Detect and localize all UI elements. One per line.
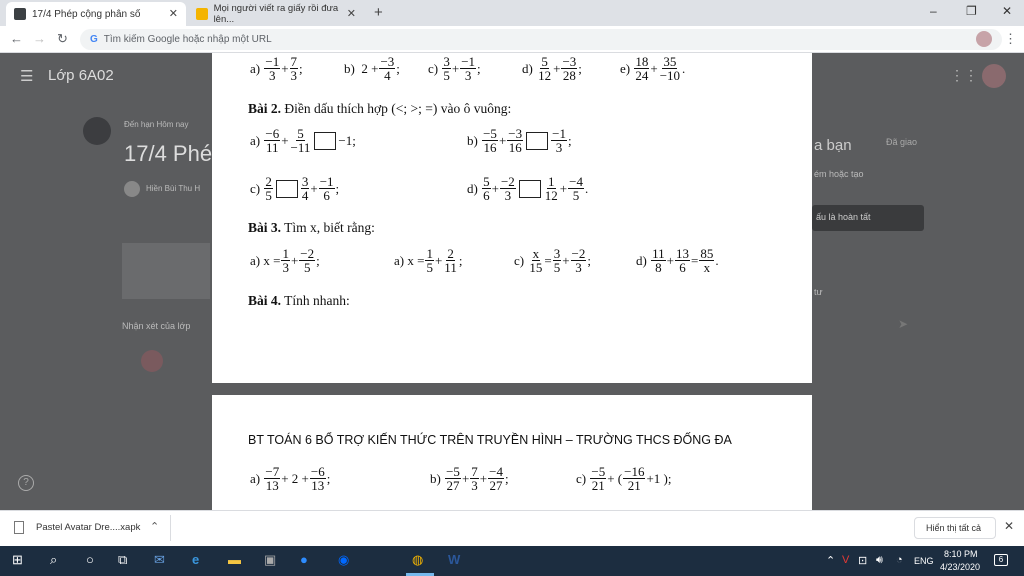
divider	[170, 515, 171, 541]
denominator: 6	[679, 260, 686, 275]
assigned-status: Đã giao	[886, 137, 918, 147]
operator: +	[650, 60, 658, 76]
numerator: 85	[700, 246, 714, 261]
operator: =	[690, 252, 699, 268]
denominator: 5	[303, 260, 311, 275]
numerator: 7	[471, 464, 478, 479]
item-label: d)	[467, 180, 478, 196]
exercise-2d	[467, 175, 588, 202]
fraction	[651, 247, 666, 274]
terminator: ;	[667, 470, 672, 486]
classroom-favicon-icon	[14, 8, 26, 20]
fraction	[482, 175, 491, 202]
comparison-box[interactable]	[526, 132, 548, 150]
file-explorer-icon[interactable]: ▬	[228, 552, 241, 567]
fraction	[528, 247, 543, 274]
fraction	[590, 465, 606, 492]
tray-chevron-icon[interactable]: ⌃	[826, 555, 836, 567]
denominator: 6	[323, 188, 330, 203]
exercise-2c	[250, 175, 339, 202]
fraction	[299, 247, 315, 274]
numerator: −2	[571, 246, 586, 261]
comparison-box[interactable]	[276, 180, 298, 198]
numerator: −1	[552, 126, 566, 141]
denominator: 3	[282, 260, 289, 275]
close-window-button[interactable]: ✕	[1002, 4, 1013, 18]
denominator: 27	[489, 478, 503, 493]
fraction	[551, 127, 567, 154]
assignment-icon	[83, 117, 111, 145]
author-name: Hiền Bùi Thu H	[146, 184, 201, 193]
fraction	[507, 127, 523, 154]
numerator: −6	[265, 126, 280, 141]
terminator: ;	[352, 132, 356, 148]
page-header: BT TOÁN 6 BỔ TRỢ KIẾN THỨC TRÊN TRUYỀN HÌNH – TRƯỜNG THCS ĐỐNG ĐA	[248, 433, 732, 447]
operator: +	[310, 180, 318, 196]
item-label: b)	[344, 60, 355, 76]
google-g-icon: G	[90, 34, 98, 45]
exercise-2a	[250, 127, 356, 154]
close-tab-icon[interactable]: ✕	[346, 8, 356, 20]
denominator: 27	[446, 478, 460, 493]
chrome-icon[interactable]: ◍	[412, 552, 424, 567]
windows-start-icon[interactable]: ⊞	[12, 552, 23, 567]
assignment-title: 17/4 Phé	[124, 141, 213, 166]
notification-center-icon[interactable]: 6	[994, 554, 1008, 566]
mark-as-done-label: ấu là hoàn tất	[816, 212, 871, 222]
search-icon[interactable]: ⌕	[50, 552, 58, 567]
terminator: ;	[299, 60, 303, 76]
document-page-2	[212, 395, 812, 510]
antivirus-icon[interactable]: V	[842, 554, 850, 566]
numerator: 3	[301, 174, 309, 189]
numerator: −2	[300, 246, 315, 261]
terminator: ;	[326, 470, 331, 486]
network-icon[interactable]: ⊡	[858, 555, 868, 567]
tab-inactive[interactable]	[188, 2, 364, 26]
hamburger-menu-icon[interactable]: ☰	[20, 68, 34, 85]
zoom-icon[interactable]: ●	[300, 552, 308, 567]
operator: +	[498, 132, 507, 148]
fraction	[379, 55, 395, 82]
denominator: 8	[655, 260, 662, 275]
operand: −1	[338, 132, 353, 148]
denominator: −11	[290, 140, 311, 155]
operator: +	[281, 132, 289, 148]
attachment-thumbnail[interactable]	[122, 243, 210, 299]
operand: x =	[407, 252, 425, 268]
item-label: c)	[250, 180, 261, 196]
fraction	[659, 55, 681, 82]
operator: +	[434, 252, 443, 268]
toolbar	[0, 26, 1024, 53]
operator: + (	[607, 470, 623, 486]
omnibox-placeholder: Tìm kiếm Google hoặc nhập một URL	[103, 34, 272, 45]
operator: +	[281, 60, 289, 76]
item-label: a)	[250, 252, 261, 268]
zalo-icon[interactable]: ◉	[338, 552, 350, 567]
your-work-label: a bạn	[814, 137, 852, 154]
file-icon	[14, 521, 24, 534]
numerator: −16	[624, 464, 645, 479]
numerator: −5	[483, 126, 497, 141]
fraction	[470, 465, 479, 492]
exercise-number: Bài 3.	[248, 220, 282, 235]
profile-avatar[interactable]	[976, 31, 992, 47]
document-page-1	[212, 53, 812, 383]
numerator: −1	[461, 54, 476, 69]
denominator: 24	[635, 68, 649, 83]
numerator: −1	[265, 54, 280, 69]
denominator: 3	[269, 68, 276, 83]
numerator: 5	[297, 126, 304, 141]
denominator: 5	[426, 260, 433, 275]
numerator: −3	[508, 126, 523, 141]
minimize-button[interactable]: –	[930, 4, 937, 18]
operand: +1 )	[646, 470, 668, 486]
denominator: −10	[659, 68, 681, 83]
item-label: d)	[522, 60, 533, 76]
fraction	[264, 465, 280, 492]
class-comments-label: Nhận xét của lớp	[122, 321, 191, 331]
numerator: 3	[553, 246, 561, 261]
fraction	[488, 465, 504, 492]
fraction	[425, 247, 434, 274]
fraction	[553, 247, 562, 274]
numerator: 5	[483, 174, 490, 189]
commenter-avatar	[141, 350, 163, 372]
denominator: 12	[544, 188, 558, 203]
fraction	[290, 55, 299, 82]
fraction	[482, 127, 498, 154]
exercise-instruction: Tính nhanh:	[284, 293, 350, 308]
terminator: ;	[396, 60, 400, 76]
tab-title: 17/4 Phép cộng phân số	[32, 8, 141, 20]
operator: +	[562, 252, 570, 268]
exercise-1c	[428, 55, 481, 82]
fraction	[699, 247, 714, 274]
denominator: 3	[471, 478, 478, 493]
fraction	[310, 465, 326, 492]
numerator: 13	[675, 246, 689, 261]
terminator: ;	[578, 60, 582, 76]
store-icon[interactable]: ▣	[264, 552, 277, 567]
operand: 2 +	[361, 60, 379, 76]
numerator: −3	[562, 54, 577, 69]
numerator: 1	[282, 246, 289, 261]
exercise-3c	[514, 247, 591, 274]
exercise-4a	[250, 465, 330, 492]
hoc24-favicon-icon	[196, 8, 208, 20]
exercise-1a	[250, 55, 303, 82]
exercise-2b	[467, 127, 572, 154]
fraction	[500, 175, 516, 202]
numerator: −4	[489, 464, 503, 479]
denominator: 15	[529, 260, 543, 275]
volume-icon[interactable]: 🔊︎	[876, 554, 883, 566]
numerator: −2	[500, 174, 515, 189]
numerator: −5	[591, 464, 606, 479]
denominator: 3	[464, 68, 472, 83]
denominator: 3	[504, 188, 512, 203]
item-label: b)	[467, 132, 478, 148]
item-label: e)	[620, 60, 631, 76]
terminator: ;	[316, 252, 320, 268]
operator: +	[553, 60, 561, 76]
terminator: .	[715, 252, 719, 268]
user-avatar[interactable]	[982, 64, 1006, 88]
denominator: 11	[266, 140, 279, 155]
download-bar	[0, 510, 1024, 546]
denominator: 5	[443, 68, 450, 83]
denominator: 5	[265, 188, 272, 203]
operator: +	[461, 470, 470, 486]
item-label: c)	[576, 470, 587, 486]
denominator: 16	[483, 140, 497, 155]
tab-strip	[0, 0, 1024, 26]
wifi-icon[interactable]: ◔	[896, 554, 903, 566]
fraction	[264, 55, 280, 82]
terminator: .	[682, 60, 686, 76]
fraction	[443, 247, 458, 274]
comparison-box[interactable]	[314, 132, 336, 150]
fraction	[445, 465, 461, 492]
fraction	[264, 127, 280, 154]
denominator: x	[703, 260, 711, 275]
mark-as-done-button[interactable]	[812, 205, 924, 231]
terminator: ;	[335, 180, 340, 196]
close-download-bar-icon[interactable]: ✕	[1004, 519, 1015, 533]
denominator: 28	[562, 68, 576, 83]
terminator: ;	[504, 470, 509, 486]
terminator: ;	[567, 132, 572, 148]
exercise-1e	[620, 55, 685, 82]
forward-arrow-icon[interactable]: →	[33, 31, 46, 46]
operator: =	[544, 252, 552, 268]
denominator: 21	[591, 478, 605, 493]
exercise-3-heading	[248, 220, 375, 236]
operator: +	[666, 252, 674, 268]
numerator: 1	[548, 174, 555, 189]
operator: +	[451, 60, 460, 76]
private-comments-label: tư	[814, 287, 823, 297]
item-label: a)	[250, 470, 261, 486]
numerator: −4	[569, 174, 583, 189]
input-language[interactable]: ENG	[914, 556, 934, 566]
exercise-4c	[576, 465, 672, 492]
tab-active[interactable]	[6, 2, 186, 26]
numerator: x	[532, 246, 540, 261]
show-all-label: Hiển thị tất cả	[926, 523, 982, 533]
fraction	[460, 55, 476, 82]
denominator: 12	[538, 68, 552, 83]
help-icon[interactable]: ?	[18, 475, 34, 491]
numerator: −5	[446, 464, 460, 479]
denominator: 4	[301, 188, 309, 203]
fraction	[290, 127, 312, 154]
operator: +	[491, 180, 499, 196]
mail-icon[interactable]: ✉	[154, 552, 165, 567]
numerator: 2	[265, 174, 272, 189]
numerator: 1	[426, 246, 433, 261]
terminator: ;	[477, 60, 481, 76]
fraction	[568, 175, 584, 202]
task-view-icon[interactable]: ⧉	[118, 552, 128, 567]
apps-grid-icon[interactable]: ⋮⋮	[950, 67, 978, 83]
denominator: 11	[444, 260, 457, 275]
restore-button[interactable]: ❐	[966, 4, 977, 18]
download-filename[interactable]: Pastel Avatar Dre....xapk	[36, 522, 141, 533]
fraction	[675, 247, 690, 274]
terminator: ;	[458, 252, 463, 268]
denominator: 5	[572, 188, 580, 203]
numerator: 35	[663, 54, 677, 69]
operator: +	[559, 180, 568, 196]
terminator: .	[584, 180, 589, 196]
fraction	[634, 55, 649, 82]
denominator: 3	[555, 140, 563, 155]
back-arrow-icon[interactable]: ←	[10, 31, 23, 46]
exercise-3b	[394, 247, 462, 274]
numerator: 5	[541, 54, 548, 69]
exercise-4-heading	[248, 293, 350, 309]
item-label: c)	[514, 252, 525, 268]
denominator: 13	[311, 478, 325, 493]
operand: + 2 +	[281, 470, 309, 486]
send-icon[interactable]: ➤	[898, 317, 909, 331]
cortana-icon[interactable]: ○	[86, 552, 94, 567]
class-name[interactable]: Lớp 6A02	[48, 67, 114, 84]
denominator: 3	[290, 68, 298, 83]
exercise-3a	[250, 247, 320, 274]
add-or-create-label[interactable]: ém hoặc tạo	[814, 169, 864, 179]
denominator: 6	[483, 188, 490, 203]
tab-title: Mọi người viết ra giấy rồi đưa lên...	[213, 3, 339, 25]
numerator: 3	[443, 54, 450, 69]
show-all-button[interactable]	[914, 517, 996, 539]
fraction	[623, 465, 645, 492]
denominator: 21	[627, 478, 641, 493]
operator: +	[290, 252, 299, 268]
numerator: 7	[290, 54, 298, 69]
numerator: −6	[310, 464, 325, 479]
numerator: −3	[380, 54, 395, 69]
fraction	[442, 55, 451, 82]
reload-icon[interactable]: ↻	[57, 31, 68, 46]
exercise-3d	[636, 247, 719, 274]
numerator: −1	[319, 174, 334, 189]
numerator: 2	[447, 246, 454, 261]
item-label: b)	[430, 470, 441, 486]
item-label: a)	[394, 252, 405, 268]
omnibox[interactable]	[80, 29, 1002, 50]
denominator: 5	[553, 260, 561, 275]
exercise-2-heading	[248, 101, 511, 117]
clock-date[interactable]: 4/23/2020	[940, 562, 981, 572]
taskbar	[0, 546, 1024, 576]
item-label: d)	[636, 252, 647, 268]
exercise-1b	[344, 55, 400, 82]
exercise-4b	[430, 465, 509, 492]
denominator: 3	[575, 260, 582, 275]
word-icon[interactable]: W	[448, 552, 461, 567]
numerator: −7	[265, 464, 280, 479]
due-label: Đến hạn Hôm nay	[124, 120, 189, 129]
item-label: c)	[428, 60, 439, 76]
fraction	[301, 175, 310, 202]
close-tab-icon[interactable]: ✕	[168, 8, 178, 20]
denominator: 13	[265, 478, 279, 493]
fraction	[281, 247, 290, 274]
exercise-number: Bài 4.	[248, 293, 282, 308]
exercise-instruction: Điền dấu thích hợp (<; >; =) vào ô vuông:	[284, 101, 512, 116]
author-avatar	[124, 181, 140, 197]
item-label: a)	[250, 132, 261, 148]
operator: +	[479, 470, 488, 486]
denominator: 16	[508, 140, 522, 155]
exercise-number: Bài 2.	[248, 101, 282, 116]
fraction	[561, 55, 577, 82]
denominator: 4	[384, 68, 391, 83]
fraction	[319, 175, 335, 202]
terminator: ;	[587, 252, 592, 268]
menu-dots-icon[interactable]: ⋮	[1004, 31, 1017, 46]
fraction	[571, 247, 587, 274]
exercise-instruction: Tìm x, biết rằng:	[284, 220, 375, 235]
exercise-1d	[522, 55, 582, 82]
fraction	[544, 175, 559, 202]
operand: x =	[263, 252, 281, 268]
chevron-up-icon[interactable]: ⌃	[150, 521, 160, 533]
item-label: a)	[250, 60, 261, 76]
edge-icon[interactable]: e	[192, 552, 200, 567]
clock-time[interactable]: 8:10 PM	[944, 549, 978, 559]
numerator: 18	[635, 54, 649, 69]
numerator: 11	[652, 246, 665, 261]
fraction	[537, 55, 552, 82]
comparison-box[interactable]	[519, 180, 541, 198]
fraction	[264, 175, 273, 202]
new-tab-button[interactable]: +	[374, 4, 383, 21]
